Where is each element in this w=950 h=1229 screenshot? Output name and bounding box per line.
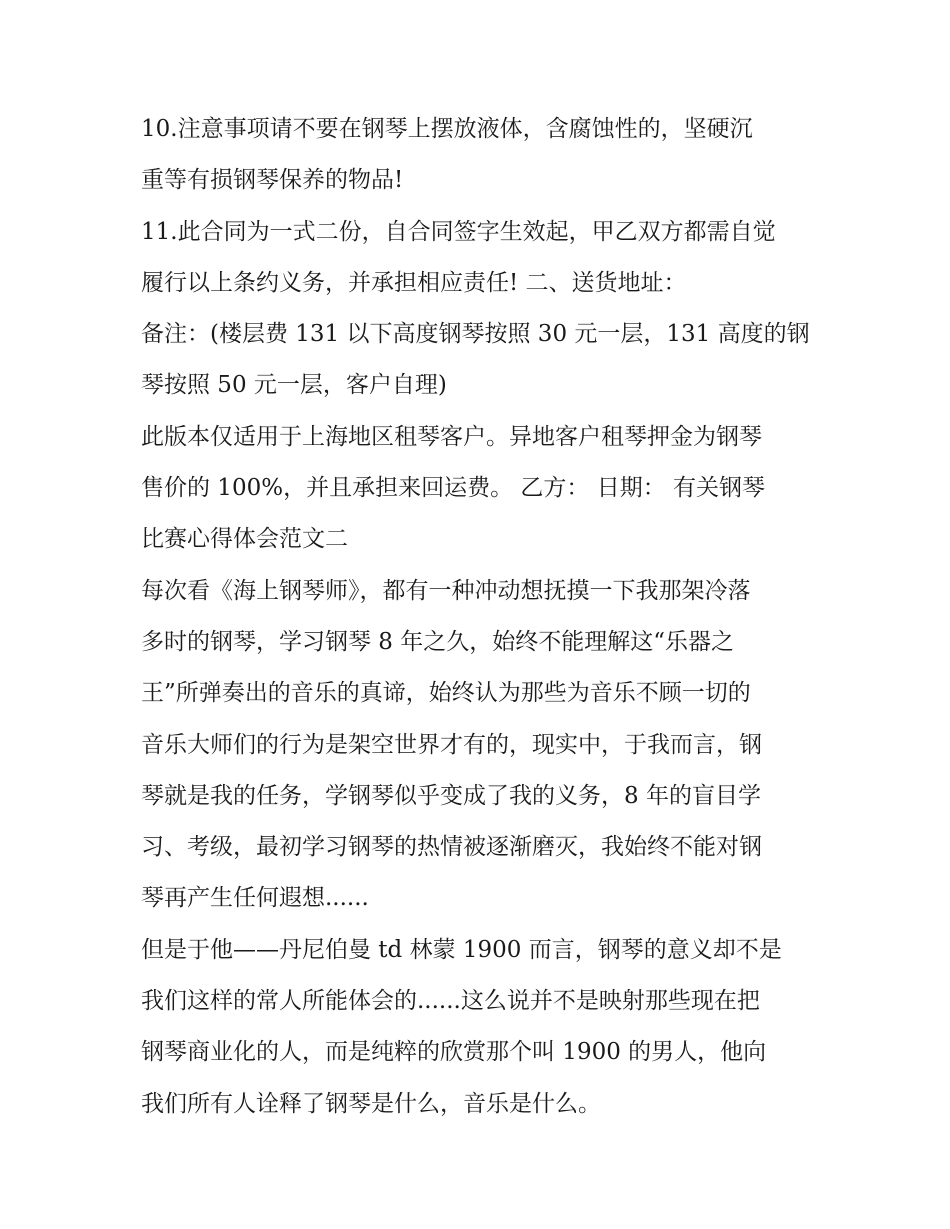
text-line: 售价的 100%，并且承担来回运费。 乙方： 日期： 有关钢琴 xyxy=(141,475,765,502)
text-line: 履行以上条约义务，并承担相应责任! 二、送货地址： xyxy=(141,269,687,296)
text-line: 琴按照 50 元一层，客户自理) xyxy=(141,372,447,399)
text-line: 钢琴商业化的人，而是纯粹的欣赏那个叫 1900 的男人，他向 xyxy=(141,1039,767,1066)
text-line: 10.注意事项请不要在钢琴上摆放液体，含腐蚀性的，坚硬沉 xyxy=(141,116,753,142)
text-line: 琴再产生任何遐想...... xyxy=(141,885,369,912)
text-line: 重等有损钢琴保养的物品! xyxy=(141,167,404,194)
text-line: 此版本仅适用于上海地区租琴客户。异地客户租琴押金为钢琴 xyxy=(141,423,762,450)
document-body xyxy=(141,104,821,1130)
text-line: 比赛心得体会范文二 xyxy=(141,526,348,553)
text-line: 每次看《海上钢琴师》，都有一种冲动想抚摸一下我那架冷落 xyxy=(141,577,751,604)
text-line: 我们所有人诠释了钢琴是什么，音乐是什么。 xyxy=(141,1090,601,1117)
text-line: 备注：(楼层费 131 以下高度钢琴按照 30 元一层，131 高度的钢 xyxy=(141,321,810,348)
text-line: 音乐大师们的行为是架空世界才有的，现实中，于我而言，钢 xyxy=(141,731,762,758)
text-line: 王”所弹奏出的音乐的真谛，始终认为那些为音乐不顾一切的 xyxy=(141,680,751,707)
text-line: 但是于他——丹尼伯曼 td 林蒙 1900 而言，钢琴的意义却不是 xyxy=(141,936,782,963)
text-line: 琴就是我的任务，学钢琴似乎变成了我的义务，8 年的盲目学 xyxy=(141,782,761,809)
text-line: 11.此合同为一式二份，自合同签字生效起，甲乙双方都需自觉 xyxy=(141,218,776,245)
text-line: 习、考级，最初学习钢琴的热情被逐渐磨灭，我始终不能对钢 xyxy=(141,834,762,861)
text-line: 多时的钢琴，学习钢琴 8 年之久，始终不能理解这“乐器之 xyxy=(141,628,735,655)
text-line: 我们这样的常人所能体会的......这么说并不是映射那些现在把 xyxy=(141,988,760,1015)
